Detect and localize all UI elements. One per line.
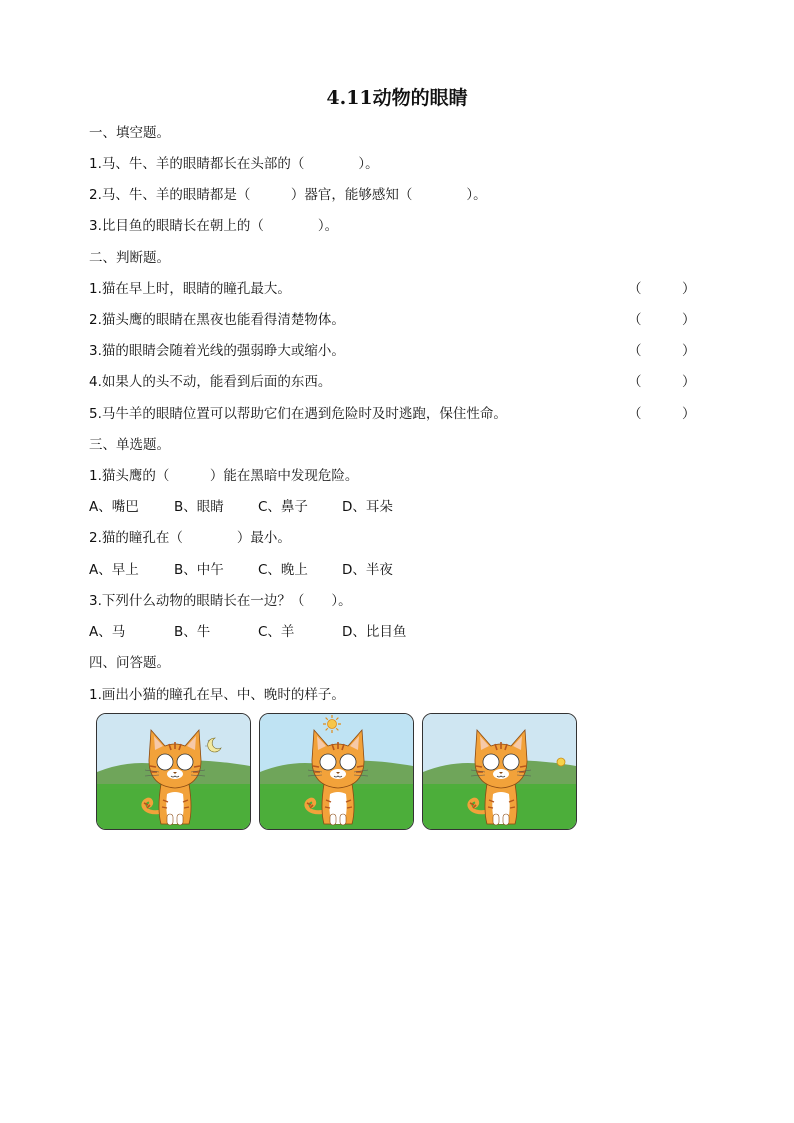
choice-option: D、比目鱼 (342, 624, 407, 640)
qa-question-1: 1.画出小猫的瞳孔在早、中、晚时的样子。 (89, 687, 345, 703)
judge-item-3: 3.猫的眼睛会随着光线的强弱睁大或缩小。 (89, 343, 345, 359)
choice-option: D、半夜 (342, 562, 393, 578)
page-title: 4.11动物的眼睛 (326, 87, 468, 109)
choice-question-2: 2.猫的瞳孔在（ ）最小。 (89, 530, 291, 546)
choice-option: D、耳朵 (342, 499, 393, 515)
choice-option: C、羊 (258, 624, 295, 640)
cat-illustration (423, 714, 576, 829)
fill-question-1: 1.马、牛、羊的眼睛都长在头部的（ ）。 (89, 156, 379, 172)
judge-item-1: 1.猫在早上时，眼睛的瞳孔最大。 (89, 281, 291, 297)
section-heading-fill: 一、填空题。 (89, 125, 170, 141)
cat-picture-night (96, 713, 251, 830)
cat-picture-evening (422, 713, 577, 830)
fill-question-2: 2.马、牛、羊的眼睛都是（ ）器官，能够感知（ ）。 (89, 187, 487, 203)
choice-question-1: 1.猫头鹰的（ ）能在黑暗中发现危险。 (89, 468, 359, 484)
judge-answer-paren-2: （ ） (628, 312, 696, 328)
section-heading-choice: 三、单选题。 (89, 437, 170, 453)
choice-question-3: 3.下列什么动物的眼睛长在一边？（ ）。 (89, 593, 352, 609)
choice-option: C、晚上 (258, 562, 308, 578)
judge-item-2: 2.猫头鹰的眼睛在黑夜也能看得清楚物体。 (89, 312, 345, 328)
choice-option: C、鼻子 (258, 499, 308, 515)
cat-illustration (260, 714, 413, 829)
judge-answer-paren-3: （ ） (628, 343, 696, 359)
choice-option: A、马 (89, 624, 126, 640)
cat-picture-noon (259, 713, 414, 830)
choice-option: A、嘴巴 (89, 499, 139, 515)
choice-option: B、眼睛 (174, 499, 224, 515)
choice-option: A、早上 (89, 562, 139, 578)
cat-pictures (96, 713, 576, 830)
choice-option: B、中午 (174, 562, 224, 578)
fill-question-3: 3.比目鱼的眼睛长在朝上的（ ）。 (89, 218, 339, 234)
sun-icon (323, 715, 341, 733)
cat-illustration (97, 714, 250, 829)
judge-item-4: 4.如果人的头不动，能看到后面的东西。 (89, 374, 332, 390)
judge-item-5: 5.马牛羊的眼睛位置可以帮助它们在遇到危险时及时逃跑，保住性命。 (89, 406, 507, 422)
sunset-icon (557, 758, 565, 766)
section-heading-judge: 二、判断题。 (89, 250, 170, 266)
judge-answer-paren-1: （ ） (628, 281, 696, 297)
judge-answer-paren-4: （ ） (628, 374, 696, 390)
judge-answer-paren-5: （ ） (628, 406, 696, 422)
choice-option: B、牛 (174, 624, 211, 640)
section-heading-qa: 四、问答题。 (89, 655, 170, 671)
